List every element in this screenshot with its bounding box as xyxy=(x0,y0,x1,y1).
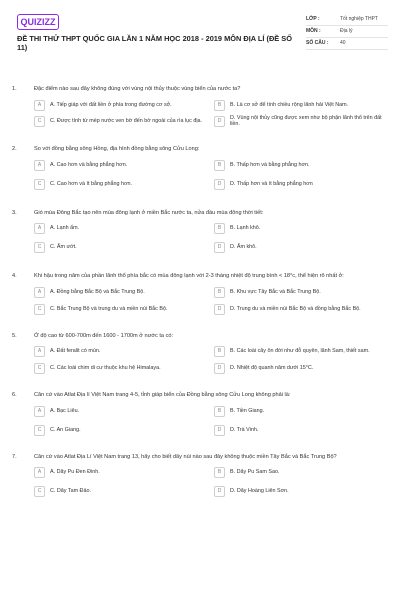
option-d[interactable] xyxy=(214,425,386,436)
option-c[interactable] xyxy=(34,363,206,374)
option-text: B. Lạnh khô. xyxy=(230,225,261,232)
option-c[interactable] xyxy=(34,486,206,497)
meta-row-class xyxy=(306,14,388,26)
question-text: Khi hậu trong năm của phần lãnh thổ phía bắc có mùa đông lạnh với 2-3 tháng nhiệt độ trung bình < 18°c, thể hiện rõ nhất ở: xyxy=(34,273,344,280)
option-letter-badge: C xyxy=(34,179,45,190)
options-grid xyxy=(34,100,386,129)
option-text: C. Các loài chim di cư thuộc khu hệ Himalaya. xyxy=(50,365,161,372)
option-letter-badge: D xyxy=(214,116,225,127)
meta-value: Địa lý xyxy=(340,28,353,34)
option-text: B. Các loài cây ôn đới như đỗ quyên, lãnh Sam, thiết sam. xyxy=(230,348,370,355)
option-d[interactable] xyxy=(214,486,386,497)
option-d[interactable] xyxy=(214,363,386,374)
option-text: D. Trung du và miền núi Bắc Bộ và đồng bằng Bắc Bộ. xyxy=(230,305,361,312)
option-a[interactable] xyxy=(34,287,206,298)
option-letter-badge: D xyxy=(214,242,225,253)
option-letter-badge: A xyxy=(34,406,45,417)
option-text: D. Dãy Hoàng Liên Sơn. xyxy=(230,488,289,495)
option-c[interactable] xyxy=(34,179,206,190)
question-text: Ở độ cao từ 600-700m đến 1600 - 1700m ở nước ta có: xyxy=(34,332,174,339)
option-a[interactable] xyxy=(34,223,206,234)
option-text: D. Vùng nội thủy cũng được xem như bộ phận lãnh thổ trên đất liền. xyxy=(230,114,382,128)
option-text: C. An Giang. xyxy=(50,426,81,433)
option-c[interactable] xyxy=(34,242,206,253)
option-text: B. Thấp hơn và bằng phẳng hơn. xyxy=(230,161,310,168)
option-letter-badge: A xyxy=(34,100,45,111)
question-text: Căn cứ vào Atlat Địa lí Việt Nam trang 4-5, tỉnh giáp biển của Đồng bằng sông Cửu Long không phải là: xyxy=(34,392,291,399)
options-grid xyxy=(34,223,386,253)
question-text: Đặc điểm nào sau đây không đúng với vùng nội thủy thuộc vùng biển của nước ta? xyxy=(34,86,241,92)
option-c[interactable] xyxy=(34,304,206,315)
question-item xyxy=(0,392,400,436)
option-text: A. Lạnh ẩm. xyxy=(50,225,80,232)
option-text: C. Dãy Tam Đảo. xyxy=(50,488,91,495)
option-d[interactable] xyxy=(214,242,386,253)
option-text: C. Ấm ướt. xyxy=(50,244,77,251)
option-text: A. Tiếp giáp với đất liền ở phía trong đường cơ sở. xyxy=(50,101,172,108)
option-letter-badge: B xyxy=(214,223,225,234)
question-number: 6. xyxy=(12,392,17,399)
option-letter-badge: A xyxy=(34,223,45,234)
option-text: C. Cao hơn và ít bằng phẳng hơn. xyxy=(50,180,132,187)
option-letter-badge: D xyxy=(214,179,225,190)
option-a[interactable] xyxy=(34,346,206,357)
option-text: A. Bạc Liêu. xyxy=(50,407,80,414)
option-b[interactable] xyxy=(214,100,386,111)
options-grid xyxy=(34,467,386,497)
option-letter-badge: D xyxy=(214,363,225,374)
option-letter-badge: A xyxy=(34,467,45,478)
options-grid xyxy=(34,160,386,190)
option-text: C. Được tính từ mép nước ven bờ đến bờ ngoài của rìa lục địa. xyxy=(50,117,203,124)
option-letter-badge: D xyxy=(214,425,225,436)
option-letter-badge: A xyxy=(34,287,45,298)
option-text: D. Ấm khô. xyxy=(230,244,257,251)
option-d[interactable] xyxy=(214,179,386,190)
options-grid xyxy=(34,406,386,436)
question-number: 3. xyxy=(12,209,17,216)
meta-label: LỚP : xyxy=(306,16,320,22)
option-text: A. Dãy Pu Đen Đinh. xyxy=(50,469,100,476)
option-letter-badge: C xyxy=(34,242,45,253)
options-grid xyxy=(34,287,386,315)
page-title: ĐỀ THI THỬ THPT QUỐC GIA LẦN 1 NĂM HỌC 2018 - 2019 MÔN ĐỊA LÍ (ĐỀ SỐ 11) xyxy=(17,34,292,52)
question-text: Gió mùa Đông Bắc tạo nên mùa đông lạnh ở miền Bắc nước ta, nửa đầu mùa đông thời tiết: xyxy=(34,209,264,216)
meta-table xyxy=(306,14,388,50)
quizizz-logo: QUIZIZZ xyxy=(17,14,59,30)
option-text: A. Đất feralit có mùn. xyxy=(50,348,101,355)
option-c[interactable] xyxy=(34,425,206,436)
option-c[interactable] xyxy=(34,115,206,129)
option-a[interactable] xyxy=(34,406,206,417)
option-letter-badge: A xyxy=(34,160,45,171)
option-a[interactable] xyxy=(34,467,206,478)
option-letter-badge: C xyxy=(34,486,45,497)
option-letter-badge: B xyxy=(214,467,225,478)
option-a[interactable] xyxy=(34,160,206,171)
worksheet-header xyxy=(0,0,400,70)
question-number: 7. xyxy=(12,453,17,460)
option-letter-badge: B xyxy=(214,160,225,171)
option-text: D. Nhiệt độ quanh năm dưới 15°C. xyxy=(230,365,314,372)
option-text: B. Là cơ sở để tính chiều rộng lãnh hải Việt Nam. xyxy=(230,101,349,108)
option-text: B. Dãy Pu Sam Sao. xyxy=(230,469,280,476)
question-item xyxy=(0,86,400,128)
option-d[interactable] xyxy=(214,304,386,315)
option-b[interactable] xyxy=(214,406,386,417)
option-b[interactable] xyxy=(214,346,386,357)
option-text: B. Khu vực Tây Bắc và Bắc Trung Bộ. xyxy=(230,288,321,295)
option-letter-badge: B xyxy=(214,287,225,298)
meta-row-subject xyxy=(306,26,388,38)
option-letter-badge: A xyxy=(34,346,45,357)
option-letter-badge: B xyxy=(214,406,225,417)
option-letter-badge: B xyxy=(214,346,225,357)
option-b[interactable] xyxy=(214,287,386,298)
meta-row-question-count xyxy=(306,38,388,50)
option-text: A. Cao hơn và bằng phẳng hơn. xyxy=(50,161,128,168)
meta-label: MÔN : xyxy=(306,28,321,34)
option-text: A. Đồng bằng Bắc Bộ và Bắc Trung Bộ. xyxy=(50,288,145,295)
option-b[interactable] xyxy=(214,223,386,234)
question-item xyxy=(0,333,400,375)
meta-label: SỐ CÂU : xyxy=(306,40,329,46)
option-d[interactable] xyxy=(214,115,386,129)
question-number: 4. xyxy=(12,273,17,280)
question-number: 5. xyxy=(12,332,17,339)
question-text: So với đồng bằng sông Hồng, địa hình đồng bằng sông Cửu Long: xyxy=(34,146,200,153)
question-item xyxy=(0,454,400,498)
option-text: B. Tiền Giang. xyxy=(230,407,265,414)
option-letter-badge: D xyxy=(214,304,225,315)
question-number: 1. xyxy=(12,86,17,92)
options-grid xyxy=(34,346,386,374)
option-letter-badge: C xyxy=(34,116,45,127)
question-item xyxy=(0,210,400,254)
option-text: D. Trà Vinh. xyxy=(230,426,259,433)
option-letter-badge: C xyxy=(34,304,45,315)
option-b[interactable] xyxy=(214,467,386,478)
question-item xyxy=(0,273,400,315)
option-a[interactable] xyxy=(34,100,206,111)
option-letter-badge: C xyxy=(34,363,45,374)
question-number: 2. xyxy=(12,146,17,153)
meta-value: Tốt nghiệp THPT xyxy=(340,16,378,22)
option-letter-badge: C xyxy=(34,425,45,436)
meta-value: 40 xyxy=(340,40,346,46)
question-item xyxy=(0,146,400,190)
option-letter-badge: D xyxy=(214,486,225,497)
option-letter-badge: B xyxy=(214,100,225,111)
option-text: C. Bắc Trung Bộ và trung du và miền núi Bắc Bộ. xyxy=(50,305,168,312)
question-text: Căn cứ vào Atlat Địa Lí Việt Nam trang 13, hãy cho biết dãy núi nào sau đây không thuộc miền Tây Bắc và Bắc Trung Bộ? xyxy=(34,453,337,460)
option-b[interactable] xyxy=(214,160,386,171)
question-list xyxy=(0,86,400,497)
option-text: D. Thấp hơn và ít bằng phẳng hơn xyxy=(230,180,313,187)
